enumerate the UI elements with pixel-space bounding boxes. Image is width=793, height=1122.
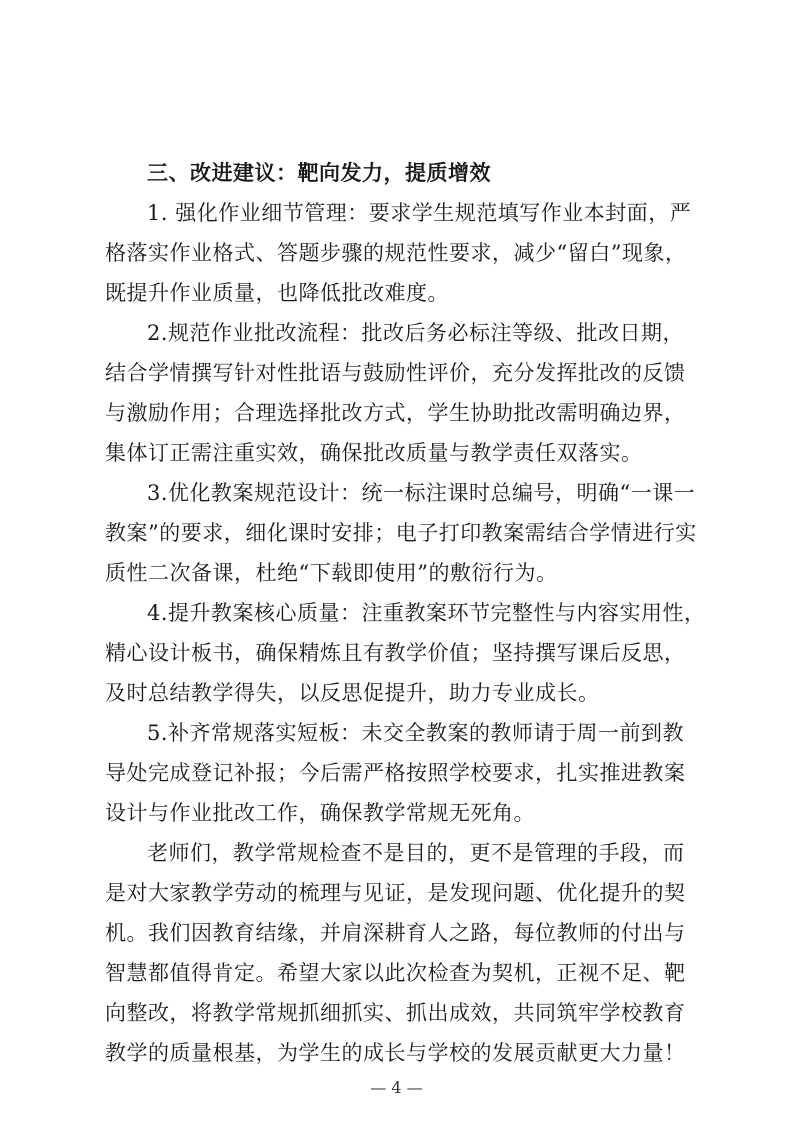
- paragraph-line: 4.提升教案核心质量：注重教案环节完整性与内容实用性，: [147, 601, 706, 625]
- paragraph-line: 3.优化教案规范设计：统一标注课时总编号，明确“一课一: [147, 481, 696, 505]
- paragraph-line: 导处完成登记补报；今后需严格按照学校要求，扎实推进教案: [105, 761, 686, 785]
- paragraph-line: 结合学情撰写针对性批语与鼓励性评价，充分发挥批改的反馈: [105, 361, 686, 385]
- paragraph-line: 设计与作业批改工作，确保教学常规无死角。: [105, 801, 535, 825]
- paragraph-line: 教案”的要求，细化课时安排；电子打印教案需结合学情进行实: [105, 521, 697, 545]
- paragraph-line: 格落实作业格式、答题步骤的规范性要求，减少“留白”现象，: [105, 241, 687, 265]
- paragraph-line: 是对大家教学劳动的梳理与见证，是发现问题、优化提升的契: [105, 881, 686, 905]
- paragraph-line: 教学的质量根基，为学生的成长与学校的发展贡献更大力量！: [105, 1041, 686, 1065]
- paragraph-line: 机。我们因教育结缘，并肩深耕育人之路，每位教师的付出与: [105, 921, 686, 945]
- paragraph-line: 向整改，将教学常规抓细抓实、抓出成效，共同筑牢学校教育: [105, 1001, 686, 1025]
- paragraph-line: 1. 强化作业细节管理：要求学生规范填写作业本封面，严: [147, 201, 692, 225]
- paragraph-line: 与激励作用；合理选择批改方式，学生协助批改需明确边界，: [105, 401, 686, 425]
- paragraph-line: 智慧都值得肯定。希望大家以此次检查为契机，正视不足、靶: [105, 961, 686, 985]
- paragraph-line: 既提升作业质量，也降低批改难度。: [105, 281, 449, 305]
- page-number: — 4 —: [370, 1078, 423, 1097]
- paragraph-line: 质性二次备课，杜绝“下载即使用”的敷衍行为。: [105, 561, 558, 585]
- paragraph-line: 5.补齐常规落实短板：未交全教案的教师请于周一前到教: [147, 721, 685, 745]
- paragraph-line: 及时总结教学得失，以反思促提升，助力专业成长。: [105, 681, 600, 705]
- paragraph-line: 老师们，教学常规检查不是目的，更不是管理的手段，而: [147, 841, 685, 865]
- section-heading: 三、改进建议：靶向发力，提质增效: [147, 160, 491, 185]
- paragraph-line: 2.规范作业批改流程：批改后务必标注等级、批改日期，: [147, 321, 685, 345]
- paragraph-line: 精心设计板书，确保精炼且有教学价值；坚持撰写课后反思，: [105, 641, 686, 665]
- paragraph-line: 集体订正需注重实效，确保批改质量与教学责任双落实。: [105, 441, 643, 465]
